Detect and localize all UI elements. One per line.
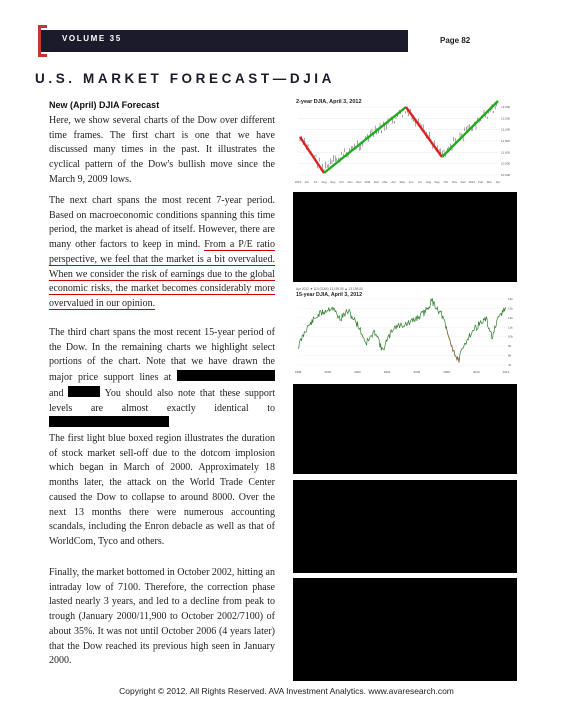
chart-1-x-tick-label: Aug: [321, 180, 327, 184]
redaction-block: [177, 370, 275, 381]
chart-3-y-tick-label: 7k: [508, 363, 512, 367]
chart-1-x-tick-label: Aug: [425, 180, 432, 184]
chart-3-x-tick-label: 2008: [443, 370, 450, 374]
section-title: U.S. MARKET FORECAST—DJIA: [35, 71, 336, 86]
copyright-footer: Copyright © 2012. All Rights Reserved. AVA Investment Analytics. www.avaresearch.com: [119, 686, 454, 696]
chart-1-x-tick-label: Jun: [408, 180, 414, 184]
header-bracket-accent: [38, 25, 47, 57]
chart-1-x-tick-label: Sep: [434, 180, 440, 184]
chart-1-y-tick-label: 10,000: [501, 173, 511, 177]
chart-3-x-tick-label: 2010: [472, 370, 480, 374]
chart-3-y-tick-label: 12k: [508, 315, 513, 320]
chart-1-x-tick-label: Sep: [330, 180, 336, 184]
chart-3-x-tick-label: 2006: [413, 370, 421, 374]
chart-1-x-tick-label: Jul: [417, 180, 422, 184]
paragraph-5-text: Finally, the market bottomed in October 2002, hitting an intraday low of 7100. Therefore, the correction phase lasted nearly 3 years, and led to a decline from peak to trough (January 2000/11,900 to October 2002/7100) of about 35%. It was not until October 2006 (4 years later) that the Dow reached its previous high seen in January 2000.: [49, 567, 275, 667]
chart-3-y-tick-label: 8k: [508, 353, 512, 358]
volume-label: VOLUME 35: [62, 34, 122, 43]
article-subheading: New (April) DJIA Forecast: [49, 100, 160, 110]
chart-1-y-tick-label: 12,500: [501, 116, 511, 121]
chart-1-x-tick-label: Feb: [478, 180, 484, 184]
paragraph-4: [49, 432, 275, 550]
chart-1-x-tick-label: Apr: [495, 180, 501, 184]
chart-1-x-tick-label: Dec: [460, 180, 466, 184]
redacted-chart-4: [293, 384, 517, 474]
chart-1-x-tick-label: Feb: [373, 180, 379, 184]
chart-1-x-tick-label: Nov: [347, 180, 353, 184]
chart-15year-djia: [294, 285, 516, 378]
chart-1-title: 2-year DJIA, April 3, 2012: [296, 99, 362, 105]
chart-3-y-tick-label: 13k: [508, 306, 513, 311]
paragraph-3: [49, 326, 275, 432]
paragraph-2-text: The next chart spans the most recent 7-year period. Based on macroeconomic conditions spanning this time period, the market is ahead of itself. However, there are many other factors to keep in mind.: [49, 195, 275, 251]
chart-1-x-tick-label: Dec: [356, 180, 362, 184]
chart-3-x-tick-label: 2002: [354, 370, 361, 374]
chart-1-y-tick-label: 13,000: [501, 105, 511, 109]
chart-1-y-tick-label: 12,000: [501, 127, 511, 132]
paragraph-2: [49, 194, 275, 312]
chart-1-x-tick-label: Apr: [391, 180, 396, 184]
paragraph-3-text-a: The third chart spans the most recent 15-year period of the Dow. In the remaining charts we highlight select portions of the chart. Note that we have drawn the major price support lines at: [49, 327, 275, 384]
chart-1-y-tick-label: 11,000: [501, 150, 510, 155]
paragraph-1: [49, 114, 275, 188]
chart-3-y-tick-label: 10k: [508, 334, 513, 339]
chart-3-x-tick-label: 2012: [502, 370, 510, 374]
chart-1-x-tick-label: 2010: [294, 180, 302, 184]
page-number: Page 82: [440, 36, 471, 45]
chart-1-x-tick-label: Oct: [339, 180, 344, 184]
paragraph-3-text-c: You should also note that these support levels are almost exactly identical to: [49, 387, 276, 414]
chart-3-title: 15-year DJIA, April 3, 2012: [296, 292, 363, 298]
redaction-block: [68, 386, 100, 397]
paragraph-5: [49, 566, 275, 669]
chart-2year-djia: [294, 95, 516, 187]
paragraph-2-highlight: From a P/E ratio perspective, we feel that the market is a bit overvalued. When we consider the risk of earnings due to the global economic risks, the market becomes considerably more overvalued in our opinion.: [49, 239, 275, 309]
chart-3-y-tick-label: 9k: [508, 344, 512, 349]
chart-1-x-tick-label: 2012: [468, 180, 476, 184]
paragraph-1-text: Here, we show several charts of the Dow over different time frames. The first chart is one that we have discussed many times in the past. It illustrates the cyclical pattern of the Dow's bullish move since the March 9, 2009 lows.: [49, 115, 275, 185]
chart-1-x-tick-label: May: [399, 180, 406, 184]
redaction-block: [49, 416, 169, 427]
redacted-chart-6: [293, 578, 517, 681]
redacted-chart-5: [293, 480, 517, 573]
chart-3-legend: Apr 2012 ▼ DJI (DJIA) 13,199.00 ▲ 13,199.00: [296, 287, 363, 291]
chart-1-x-tick-label: Mar: [382, 180, 388, 184]
chart-1-x-tick-label: Jul: [313, 180, 318, 184]
chart-1-x-tick-label: Oct: [443, 180, 449, 184]
chart-1-x-tick-label: Jun: [304, 180, 310, 184]
chart-1-x-tick-label: Nov: [451, 180, 458, 184]
chart-3-y-tick-label: 11k: [508, 325, 513, 330]
chart-1-y-tick-label: 11,500: [501, 139, 510, 143]
chart-3-y-tick-label: 14k: [508, 297, 513, 301]
chart-3-x-tick-label: 2000: [324, 370, 332, 374]
chart-3-x-tick-label: 1998: [294, 370, 302, 374]
paragraph-3-text-b: and: [49, 387, 64, 399]
chart-1-x-tick-label: 2011: [364, 180, 371, 184]
redacted-chart-2: [293, 192, 517, 282]
chart-1-y-tick-label: 10,500: [501, 161, 511, 166]
chart-3-x-tick-label: 2004: [383, 370, 391, 374]
chart-1-x-tick-label: Mar: [486, 180, 492, 184]
paragraph-4-text: The first light blue boxed region illustrates the duration of stock market sell-off due to the dotcom implosion which began in March of 2000. Approximately 18 months later, the attack on the World Trade Center caused the Dow to collapse to around 8000. Over the next 13 months there were numerous accounting scandals, including the Enron debacle as well as that of WorldCom, Tyco and others.: [49, 433, 275, 547]
